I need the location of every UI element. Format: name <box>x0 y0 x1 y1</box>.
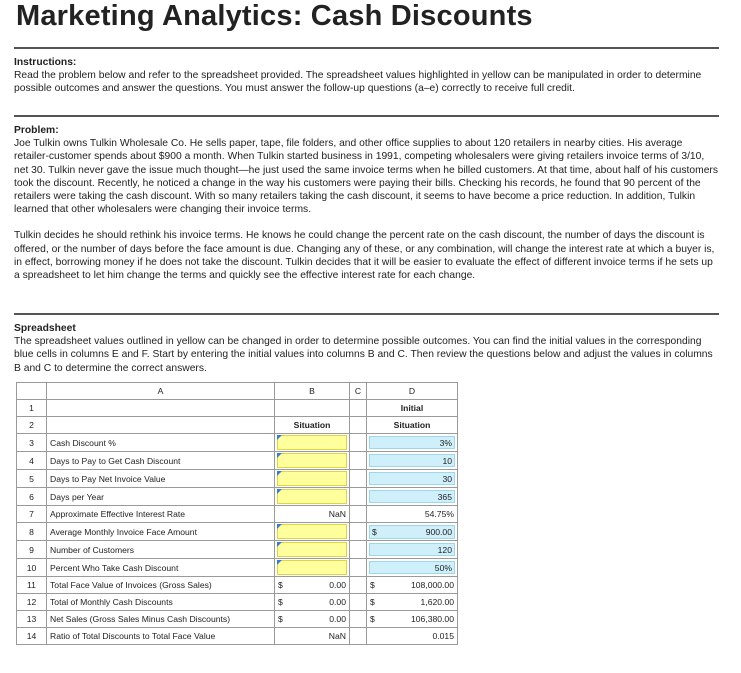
row-number: 3 <box>17 434 47 452</box>
row-number: 10 <box>17 559 47 577</box>
input-cash-discount[interactable] <box>275 434 350 452</box>
column-header-a[interactable]: A <box>47 383 275 400</box>
blue-initial-cell: 30 <box>369 472 455 485</box>
cell-d2 <box>367 417 458 434</box>
cell-c13 <box>350 611 367 628</box>
row-number: 8 <box>17 523 47 541</box>
label-cash-discount: Cash Discount % <box>47 434 275 452</box>
corner-cell <box>17 383 47 400</box>
label-interest-rate: Approximate Effective Interest Rate <box>47 506 275 523</box>
initial-num-customers <box>367 541 458 559</box>
cell-c1 <box>350 400 367 417</box>
initial-net-sales <box>367 611 458 628</box>
label-avg-invoice: Average Monthly Invoice Face Amount <box>47 523 275 541</box>
instructions-text: Read the problem below and refer to the spreadsheet provided. The spreadsheet values highlighted in yellow can be manipulated in order to determine possible outcomes and answer the questions. You must answer the follow-up questions (a–e) correctly to receive full credit. <box>14 70 702 95</box>
initial-cash-discounts-total <box>367 594 458 611</box>
cell-a2 <box>47 417 275 434</box>
computed-value: NaN <box>328 508 346 519</box>
computed-value: 0.015 <box>432 630 454 641</box>
yellow-input-cell[interactable] <box>277 435 347 450</box>
cell-a1 <box>47 400 275 417</box>
row-number: 14 <box>17 628 47 645</box>
problem-section <box>14 124 718 282</box>
computed-value: 108,000.00 <box>410 579 454 590</box>
currency-symbol: $ <box>370 579 375 590</box>
input-days-discount[interactable] <box>275 452 350 470</box>
cell-b2 <box>275 417 350 434</box>
cell-d1 <box>367 400 458 417</box>
label-gross-sales: Total Face Value of Invoices (Gross Sales) <box>47 577 275 594</box>
divider <box>14 115 719 117</box>
input-days-net[interactable] <box>275 470 350 488</box>
cell-c5 <box>350 470 367 488</box>
spreadsheet-table <box>16 382 458 645</box>
initial-pct-discount <box>367 559 458 577</box>
blue-initial-cell <box>369 525 455 539</box>
spreadsheet-section <box>14 322 718 375</box>
yellow-input-cell[interactable] <box>277 489 347 504</box>
initial-cash-discount <box>367 434 458 452</box>
currency-symbol: $ <box>372 526 377 537</box>
divider <box>14 313 719 315</box>
cell-c12 <box>350 594 367 611</box>
initial-avg-invoice <box>367 523 458 541</box>
yellow-input-cell[interactable] <box>277 471 347 486</box>
computed-value: NaN <box>328 630 346 641</box>
row-number: 9 <box>17 541 47 559</box>
cell-c3 <box>350 434 367 452</box>
row-number: 7 <box>17 506 47 523</box>
label-days-discount: Days to Pay to Get Cash Discount <box>47 452 275 470</box>
cell-c2 <box>350 417 367 434</box>
row-number: 11 <box>17 577 47 594</box>
computed-value: 0.00 <box>329 579 346 590</box>
row-number: 5 <box>17 470 47 488</box>
computed-value: 1,620.00 <box>420 596 454 607</box>
yellow-input-cell[interactable] <box>277 542 347 557</box>
currency-symbol: $ <box>370 613 375 624</box>
cell-c9 <box>350 541 367 559</box>
value-net-sales <box>275 611 350 628</box>
cell-c6 <box>350 488 367 506</box>
currency-symbol: $ <box>278 596 283 607</box>
input-days-year[interactable] <box>275 488 350 506</box>
initial-days-net <box>367 470 458 488</box>
row-number: 6 <box>17 488 47 506</box>
spreadsheet-heading: Spreadsheet <box>14 323 76 334</box>
blue-initial-cell: 120 <box>369 543 455 556</box>
page-title: Marketing Analytics: Cash Discounts <box>16 0 533 32</box>
instructions-heading: Instructions: <box>14 57 77 68</box>
yellow-input-cell[interactable] <box>277 524 347 539</box>
label-days-net: Days to Pay Net Invoice Value <box>47 470 275 488</box>
cell-value: 900.00 <box>425 526 452 537</box>
row-number: 4 <box>17 452 47 470</box>
row-number: 1 <box>17 400 47 417</box>
currency-symbol: $ <box>278 613 283 624</box>
blue-initial-cell: 50% <box>369 561 455 574</box>
label-net-sales: Net Sales (Gross Sales Minus Cash Discounts) <box>47 611 275 628</box>
cell-b1 <box>275 400 350 417</box>
initial-ratio <box>367 628 458 645</box>
input-avg-invoice[interactable] <box>275 523 350 541</box>
situation-header: Situation <box>293 419 331 430</box>
row-number: 13 <box>17 611 47 628</box>
label-pct-discount: Percent Who Take Cash Discount <box>47 559 275 577</box>
spreadsheet-text: The spreadsheet values outlined in yellow can be changed in order to determine possible outcomes. You can find the initial values in the corresponding blue cells in columns E and F. Start by entering the initial values into columns B and C. Then review the questions below and adjust the values in columns B and C to determine the correct answers. <box>14 336 713 374</box>
problem-heading: Problem: <box>14 125 59 136</box>
label-ratio: Ratio of Total Discounts to Total Face Value <box>47 628 275 645</box>
initial-days-discount <box>367 452 458 470</box>
initial-gross-sales <box>367 577 458 594</box>
label-days-year: Days per Year <box>47 488 275 506</box>
computed-value: 54.75% <box>424 508 454 519</box>
blue-initial-cell: 365 <box>369 490 455 503</box>
input-num-customers[interactable] <box>275 541 350 559</box>
cell-c7 <box>350 506 367 523</box>
initial-header: Initial <box>400 402 424 413</box>
input-pct-discount[interactable] <box>275 559 350 577</box>
column-header-c[interactable]: C <box>350 383 367 400</box>
cell-c8 <box>350 523 367 541</box>
computed-value: 0.00 <box>329 596 346 607</box>
currency-symbol: $ <box>278 579 283 590</box>
value-cash-discounts-total <box>275 594 350 611</box>
cell-c4 <box>350 452 367 470</box>
yellow-input-cell[interactable] <box>277 560 347 575</box>
yellow-input-cell[interactable] <box>277 453 347 468</box>
value-interest-rate <box>275 506 350 523</box>
computed-value: 0.00 <box>329 613 346 624</box>
row-number: 12 <box>17 594 47 611</box>
row-number: 2 <box>17 417 47 434</box>
label-num-customers: Number of Customers <box>47 541 275 559</box>
problem-paragraph-1: Joe Tulkin owns Tulkin Wholesale Co. He sells paper, tape, file folders, and other office supplies to about 120 retailers in nearby cities. His average retailer-customer spends about $900 a month. When Tulkin started business in 1991, competing wholesalers were giving retailers invoice terms of 3/10, net 30. Tulkin never gave the issue much thought—he just used the same invoice terms when he billed customers. At that time, about half of his customers took the discount. Recently, he noticed a change in the way his customers were paying their bills. Checking his records, he found that 90 percent of the retailers were taking the cash discount. With so many retailers taking the cash discount, it seems to have become a price reduction. In addition, Tulkin learned that other wholesalers were changing their invoice terms. <box>14 138 718 216</box>
blue-initial-cell: 3% <box>369 436 455 449</box>
column-header-b[interactable]: B <box>275 383 350 400</box>
instructions-section <box>14 56 718 96</box>
label-cash-discounts-total: Total of Monthly Cash Discounts <box>47 594 275 611</box>
currency-symbol: $ <box>370 596 375 607</box>
column-header-d[interactable]: D <box>367 383 458 400</box>
initial-interest-rate <box>367 506 458 523</box>
value-ratio <box>275 628 350 645</box>
problem-paragraph-2: Tulkin decides he should rethink his invoice terms. He knows he could change the percent rate on the cash discount, the number of days the discount is offered, or the number of days before the face amount is due. Changing any of these, or any combination, will change the interest rate at which a buyer is, in effect, borrowing money if he does not take the discount. Tulkin decides that it will be easier to evaluate the effect of different invoice terms if he sets up a spreadsheet to let him change the terms and quickly see the effective interest rate for each change. <box>14 230 715 282</box>
blue-initial-cell: 10 <box>369 454 455 467</box>
cell-c11 <box>350 577 367 594</box>
cell-c10 <box>350 559 367 577</box>
divider <box>14 47 719 49</box>
value-gross-sales <box>275 577 350 594</box>
computed-value: 106,380.00 <box>410 613 454 624</box>
initial-days-year <box>367 488 458 506</box>
cell-c14 <box>350 628 367 645</box>
initial-situation-header: Situation <box>393 419 431 430</box>
